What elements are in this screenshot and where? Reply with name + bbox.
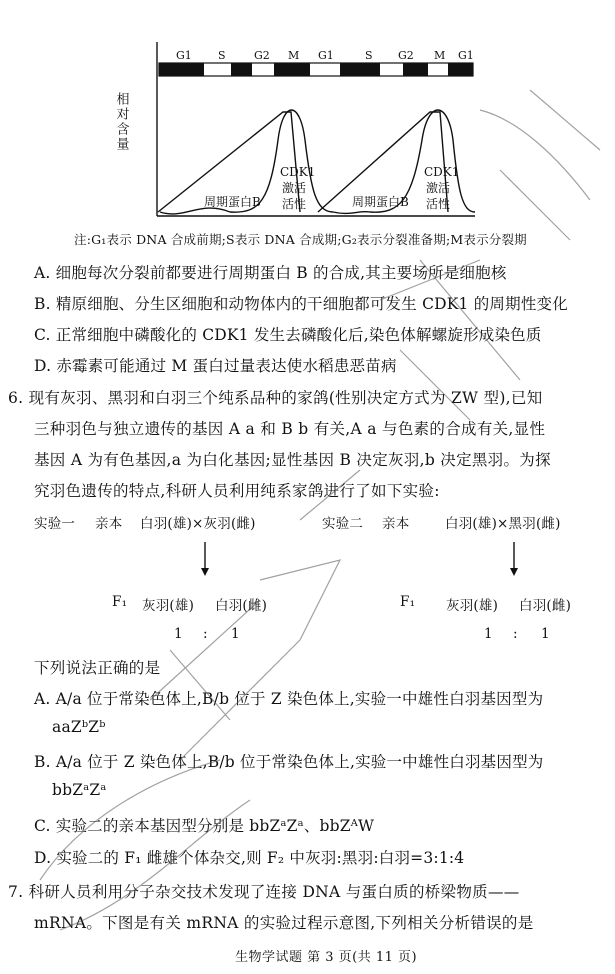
q6-prompt: 下列说法正确的是 — [34, 659, 161, 677]
y-axis-label: 相对含量 — [113, 92, 129, 152]
exp2-f1: F₁ — [400, 594, 416, 610]
phase-label: M — [288, 49, 300, 62]
q6-option-a: A. A/a 位于常染色体上,B/b 位于 Z 染色体上,实验一中雄性白羽基因型为 — [34, 690, 544, 708]
exp2-ratio-b: 1 — [541, 626, 550, 642]
exp1-offspring-a: 灰羽(雄) — [142, 598, 195, 614]
exp2-name: 实验二 — [322, 516, 364, 532]
cdk1-label: 激活 — [282, 181, 307, 195]
q5-option-b: B. 精原细胞、分生区细胞和动物体内的干细胞都可发生 CDK1 的周期性变化 — [34, 295, 568, 313]
q6-stem-line: 究羽色遗传的特点,科研人员利用纯系家鸽进行了如下实验: — [34, 482, 440, 500]
exp2-ratio-a: 1 — [484, 626, 493, 642]
phase-label: S — [218, 49, 226, 62]
exp1-arrow — [195, 540, 215, 580]
phase-label: M — [434, 49, 446, 62]
q5-option-c: C. 正常细胞中磷酸化的 CDK1 发生去磷酸化后,染色体解螺旋形成染色质 — [34, 326, 542, 344]
exp1-ratio-sep: : — [203, 626, 208, 642]
phase-label: G1 — [318, 49, 334, 62]
phase-label: S — [365, 49, 373, 62]
cdk1-label: CDK1 — [424, 165, 460, 179]
phase-label: G2 — [398, 49, 414, 62]
q6-stem-line: 基因 A 为有色基因,a 为白化基因;显性基因 B 决定灰羽,b 决定黑羽。为探 — [34, 451, 551, 469]
q6-option-a-cont: aaZᵇZᵇ — [52, 718, 106, 736]
exp1-name: 实验一 — [34, 516, 76, 532]
q6-option-b-cont: bbZᵃZᵃ — [52, 781, 107, 799]
q5-option-a: A. 细胞每次分裂前都要进行周期蛋白 B 的合成,其主要场所是细胞核 — [34, 264, 507, 282]
phase-label: G2 — [254, 49, 270, 62]
exp1-parent-label: 亲本 — [95, 516, 123, 532]
cyclin-b-label: 周期蛋白B — [204, 195, 261, 209]
q7-stem-line: 7. 科研人员利用分子杂交技术发现了连接 DNA 与蛋白质的桥梁物质—— — [8, 883, 520, 901]
phase-label: G1 — [458, 49, 474, 62]
exp1-ratio-a: 1 — [174, 626, 183, 642]
q6-option-b: B. A/a 位于 Z 染色体上,B/b 位于常染色体上,实验一中雄性白羽基因型为 — [34, 753, 544, 771]
cdk1-label: 活性 — [282, 197, 307, 211]
q7-stem-line: mRNA。下图是有关 mRNA 的实验过程示意图,下列相关分析错误的是 — [34, 914, 534, 932]
q5-option-d: D. 赤霉素可能通过 M 蛋白过量表达使水稻患恶苗病 — [34, 357, 397, 375]
cyclin-b-label: 周期蛋白B — [352, 195, 409, 209]
page-footer: 生物学试题 第 3 页(共 11 页) — [235, 950, 418, 965]
exp2-parent-label: 亲本 — [382, 516, 410, 532]
exp1-ratio-b: 1 — [231, 626, 240, 642]
q6-option-d: D. 实验二的 F₁ 雌雄个体杂交,则 F₂ 中灰羽:黑羽:白羽=3:1:4 — [34, 849, 465, 867]
exp2-ratio-sep: : — [513, 626, 518, 642]
figure-note: 注:G₁表示 DNA 合成前期;S表示 DNA 合成期;G₂表示分裂准备期;M表示分裂期 — [74, 232, 527, 247]
cdk1-label: 激活 — [426, 181, 451, 195]
exp1-offspring-b: 白羽(雌) — [215, 598, 268, 614]
cell-cycle-figure — [0, 0, 615, 240]
exp2-cross: 白羽(雄)×黑羽(雌) — [445, 516, 561, 532]
exp1-cross: 白羽(雄)×灰羽(雌) — [140, 516, 256, 532]
exp2-arrow — [504, 540, 524, 580]
phase-label: G1 — [176, 49, 192, 62]
q6-stem-line: 6. 现有灰羽、黑羽和白羽三个纯系品种的家鸽(性别决定方式为 ZW 型),已知 — [8, 389, 543, 407]
exp2-offspring-b: 白羽(雌) — [519, 598, 572, 614]
cdk1-label: CDK1 — [280, 165, 316, 179]
q6-stem-line: 三种羽色与独立遗传的基因 A a 和 B b 有关,A a 与色素的合成有关,显性 — [34, 420, 546, 438]
q6-option-c: C. 实验二的亲本基因型分别是 bbZᵃZᵃ、bbZᴬW — [34, 817, 375, 835]
exp1-f1: F₁ — [112, 594, 128, 610]
exp2-offspring-a: 灰羽(雄) — [446, 598, 499, 614]
cdk1-label: 活性 — [426, 197, 451, 211]
